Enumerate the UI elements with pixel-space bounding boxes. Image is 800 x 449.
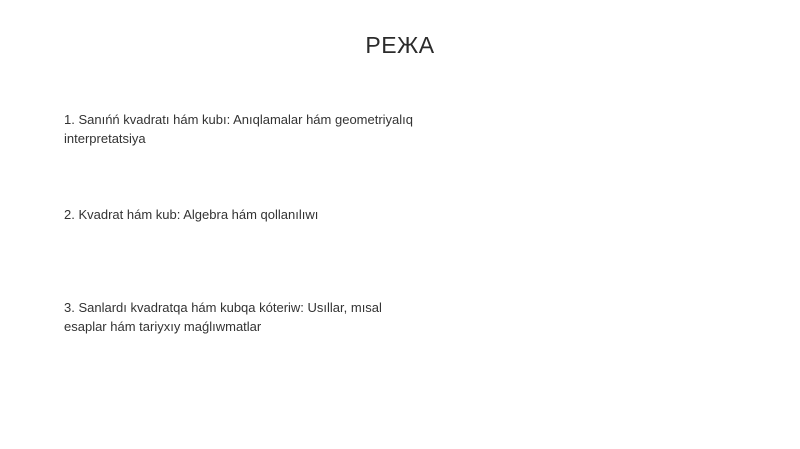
plan-item-2: 2. Kvadrat hám kub: Algebra hám qollanılıwı	[64, 207, 319, 222]
plan-item-1: 1. Sanıńń kvadratı hám kubı: Anıqlamalar hám geometriyalıq interpretatsiya	[64, 112, 414, 146]
plan-item-3: 3. Sanlardı kvadratqa hám kubqa kóteriw: Usıllar, mısal esaplar hám tariyxıy maǵlıwmatlar	[64, 300, 382, 334]
slide-title: РЕЖА	[365, 32, 435, 58]
